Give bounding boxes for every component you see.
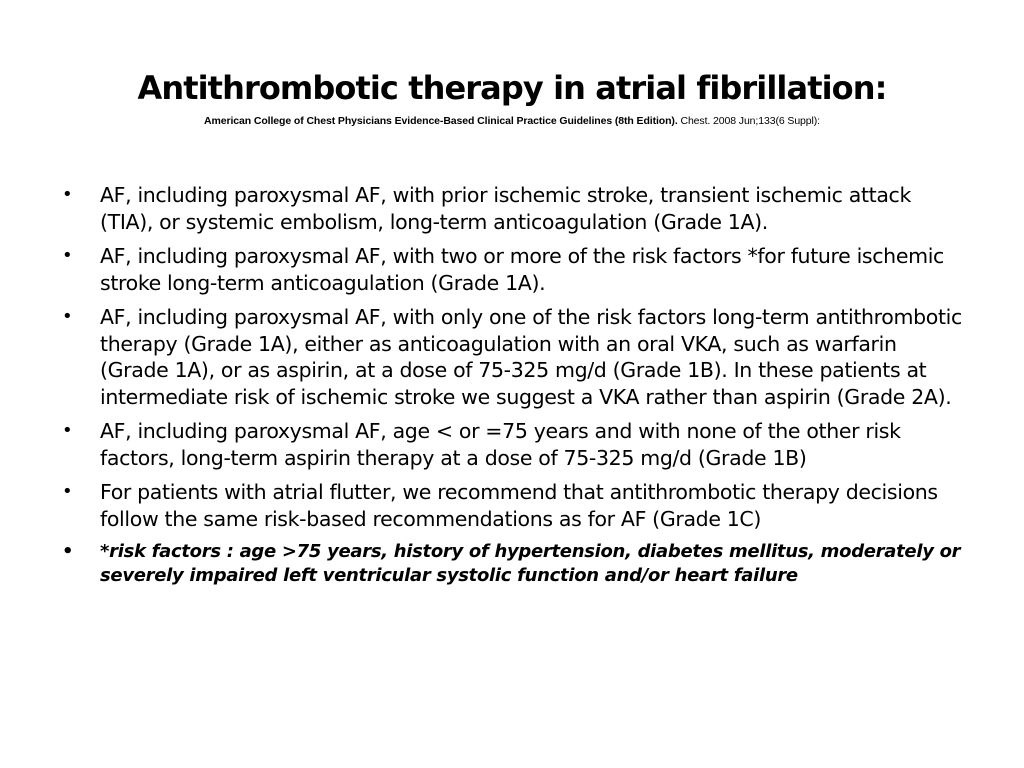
bullet-item [62, 243, 962, 296]
subtitle-bold: American College of Chest Physicians Evidence-Based Clinical Practice Guidelines (8th Edition). [204, 115, 678, 127]
bullet-dot-icon: • [62, 184, 73, 205]
bullet-text: AF, including paroxysmal AF, with only one of the risk factors long-term antithrombotic therapy (Grade 1A), either as anticoagulation with an oral VKA, such as warfarin (Grade 1A), or as aspirin, at a dose of 75-325 mg/d (Grade 1B). In these patients at intermediate risk of ischemic stroke we suggest a VKA rather than aspirin (Grade 2A). [100, 305, 962, 409]
bullet-text: AF, including paroxysmal AF, age < or =75 years and with none of the other risk factors, long-term aspirin therapy at a dose of 75-325 mg/d (Grade 1B) [100, 419, 901, 470]
slide-subtitle [0, 114, 1024, 128]
bullet-item [62, 182, 962, 235]
slide-title: Antithrombotic therapy in atrial fibrillation: [137, 69, 887, 107]
bullet-item [62, 418, 962, 471]
bullet-dot-icon: • [62, 541, 74, 562]
bullet-dot-icon: • [62, 481, 73, 502]
bullet-item [62, 304, 962, 410]
bullet-dot-icon: • [62, 245, 73, 266]
bullet-text: For patients with atrial flutter, we recommend that antithrombotic therapy decisions follow the same risk-based recommendations as for AF (Grade 1C) [100, 480, 938, 531]
title-block [0, 66, 1024, 128]
footnote-text: risk factors : age >75 years, history of hypertension, diabetes mellitus, moderately or severely impaired left ventricular systolic function and/or heart failure [100, 541, 961, 586]
bullet-list [62, 182, 962, 596]
footnote-star: * [100, 541, 110, 562]
bullet-item [62, 479, 962, 532]
bullet-dot-icon: • [62, 306, 73, 327]
subtitle-regular: Chest. 2008 Jun;133(6 Suppl): [677, 115, 820, 127]
bullet-dot-icon: • [62, 420, 73, 441]
bullet-text: AF, including paroxysmal AF, with two or more of the risk factors *for future ischemic stroke long-term anticoagulation (Grade 1A). [100, 244, 944, 295]
bullet-text: AF, including paroxysmal AF, with prior ischemic stroke, transient ischemic attack (TIA), or systemic embolism, long-term anticoagulation (Grade 1A). [100, 183, 911, 234]
footnote-item [62, 540, 962, 588]
